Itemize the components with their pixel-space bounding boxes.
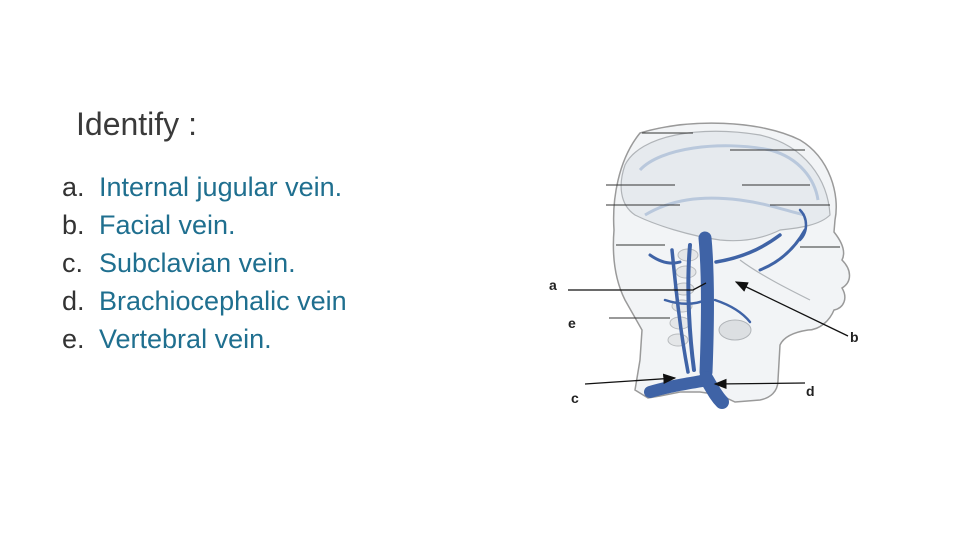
label-a: a: [549, 277, 557, 293]
item-marker: e.: [62, 324, 85, 354]
item-text: Subclavian vein.: [99, 248, 296, 278]
item-marker: c.: [62, 248, 84, 278]
item-marker: d.: [62, 286, 85, 316]
item-text: Brachiocephalic vein: [99, 286, 347, 316]
label-b: b: [850, 329, 859, 345]
label-d: d: [806, 383, 815, 399]
thyroid: [719, 320, 751, 340]
label-e: e: [568, 315, 576, 331]
internal-jugular-vein: [705, 238, 707, 372]
item-marker: a.: [62, 172, 85, 202]
item-marker: b.: [62, 210, 85, 240]
label-c: c: [571, 390, 579, 406]
item-text: Internal jugular vein.: [99, 172, 343, 202]
slide-title: Identify :: [76, 106, 197, 142]
item-text: Facial vein.: [99, 210, 236, 240]
item-text: Vertebral vein.: [99, 324, 272, 354]
